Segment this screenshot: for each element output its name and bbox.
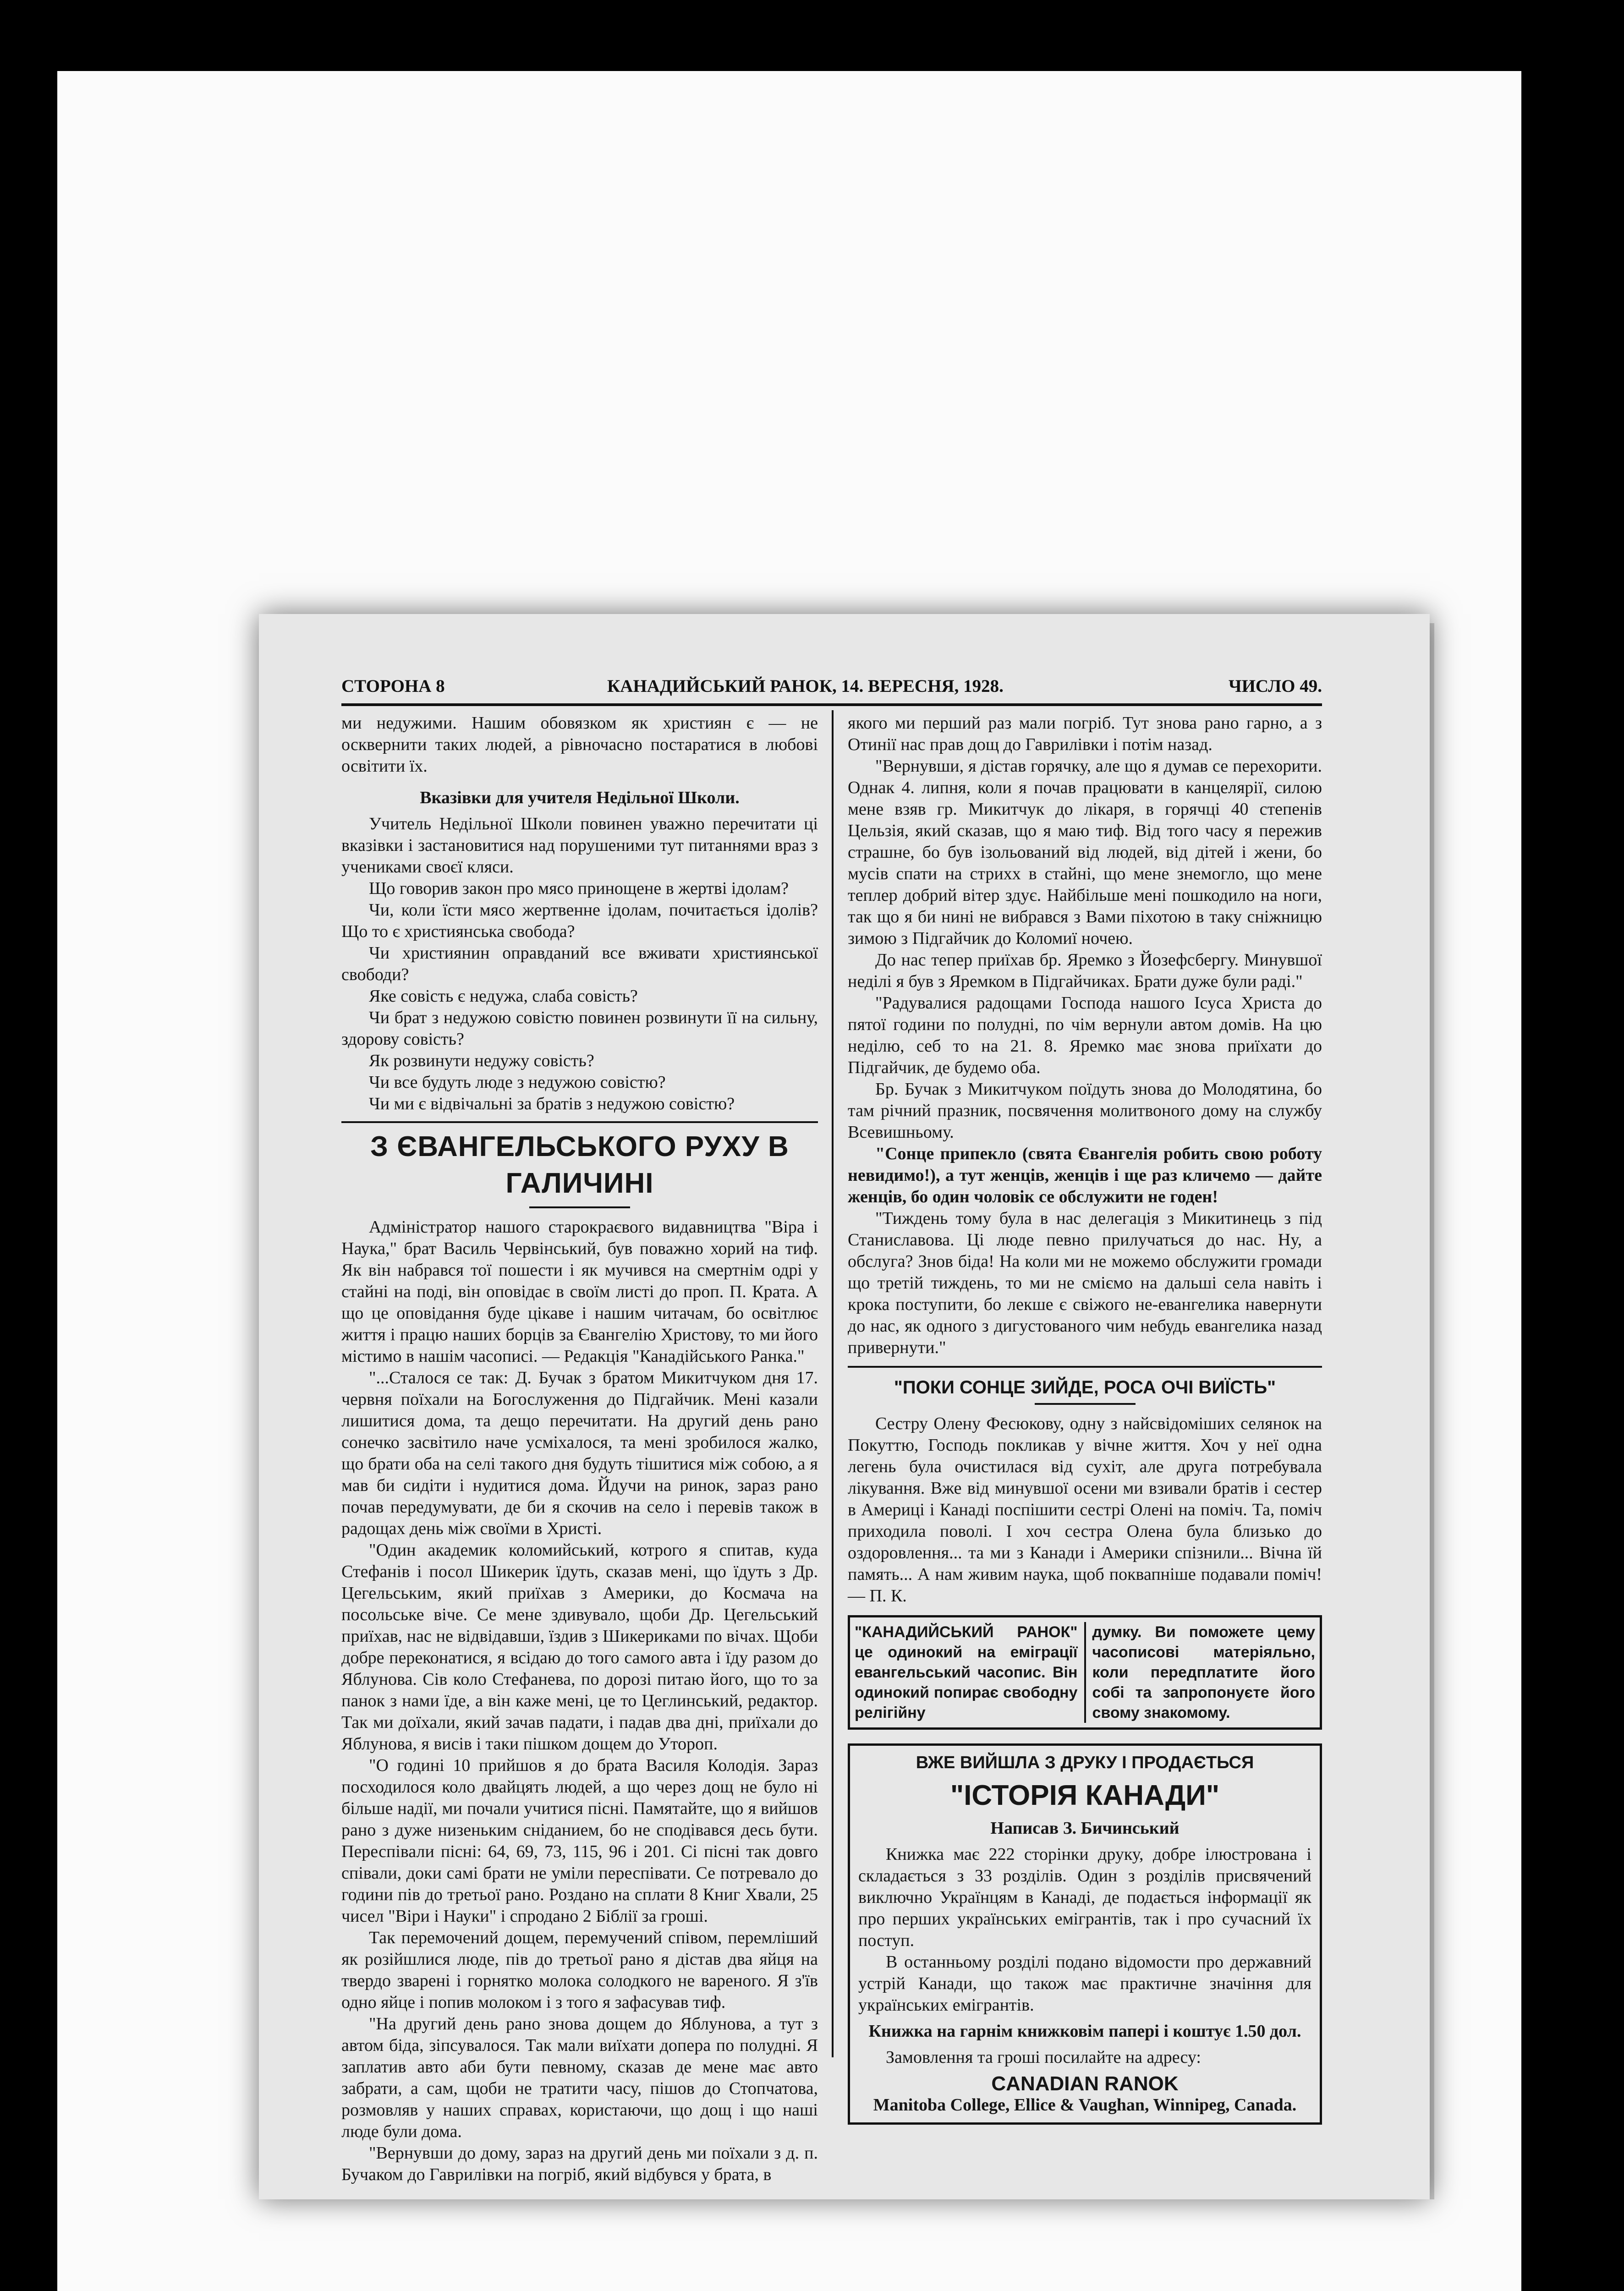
ad-address-name: CANADIAN RANOK — [991, 2072, 1179, 2095]
ad-top-line: ВЖЕ ВИЙШЛА З ДРУКУ І ПРОДАЄТЬСЯ — [916, 1753, 1254, 1772]
article-continuation: якого ми перший раз мали погріб. Тут знова рано гарно, а з Отинії нас прав дощ до Гаврилівки і потім назад. — [848, 713, 1322, 754]
article-paragraph: "Тиждень тому була в нас делегація з Микитинець з під Станиславова. Ці люде певно прилучаться до нас. Ну, а обслуга? Знов біда! На коли ми не можемо обслужити громади що третій тиждень, то ми не сміємо на дальші села навіть і крока поступити, бо лекше є свіжого не-евангелика навернути до нас, як одного з дигустованого чим небудь евангелика назад привернути." — [848, 1209, 1322, 1357]
article-paragraph: "О годині 10 прийшов я до брата Василя Колодія. Зараз посходилося коло двайцять людей, а що через дощ не було ні більше надії, ми почали учитися пісні. Памятайте, що я вийшов рано з дуже низеньким сніданием, бо не сподівався десь бути. Переспівали пісні: 64, 69, 73, 115, 96 і 201. Сі пісні так довго співали, доки самі брати не уміли переспівати. Се потревало до години пів до третьої рано. Роздано на сплати 8 Книг Хвали, 25 чисел "Віри і Науки" і спродано 2 Біблії за гроші. — [341, 1756, 818, 1926]
question-item: Чи ми є відвічальні за братів з недужою совістю? — [369, 1094, 735, 1113]
newspaper-page — [259, 614, 1430, 2199]
article-paragraph: Адміністратор нашого старокраєвого видавництва "Віра і Наука," брат Василь Червінський, був поважно хорий на тиф. Як він набрався тої пошести і як мучився на смертнім одрі у стайні на поді, він оповідає в своїм листі до проп. П. Крата. А що це оповідання буде цікаве і нашим читачам, бо освітлює життя і працю наших борців за Євангелію Христову, то ми його містимо в нашім часописі. — Редакція "Канадійського Ранка." — [341, 1217, 818, 1366]
article-paragraph: Так перемочений дощем, перемучений співом, перемліший як розійшлися люде, пів до третьої рано я дістав два яйця на твердо зварені і горнятко молока солодкого не вареного. Я з'їв одно яйце і попив молоком і з того я зафасував тиф. — [341, 1928, 818, 2012]
obituary-paragraph: Сестру Олену Фесюкову, одну з найсвідоміших селянок на Покуттю, Господь покликав у вічне життя. Хоч у неї одна легень була очистилася від сухіт, але друга потребувала лікування. Вже від минувшої осени ми взивали братів і сестер в Америці і Канаді поспішити сестрі Олені на поміч. Та, поміч приходила поволі. І хоч сестра Олена була близько до оздоровлення... та ми з Канади і Америки спізнили... Вічна їй память... А нам живим наука, щоб поквапніше подавали поміч! — П. К. — [848, 1414, 1322, 1606]
question-item: Чи християнин оправданий все вживати християнської свободи? — [341, 943, 818, 984]
article-paragraph: "Вернувши до дому, зараз на другий день ми поїхали з д. п. Бучаком до Гаврилівки на погріб, який відбувся у брата, в — [341, 2143, 818, 2184]
left-column — [341, 713, 818, 2186]
ad-title: "ІСТОРІЯ КАНАДИ" — [950, 1780, 1220, 1811]
promo-right: думку. Ви поможете цему часописові матеріяльно, коли передплатите його собі та запропонуєте його свому знакомому. — [1092, 1623, 1315, 1721]
promo-left: "КАНАДИЙСЬКИЙ РАНОК" це одинокий на еміграції евангельський часопис. Він одинокий попирає свободну релігійну — [855, 1622, 1086, 1723]
article-paragraph: "Радувалися радощами Господа нашого Ісуса Христа до пятої години по полудні, по чім вернули автом домів. На цю неділю, себ то на 21. 8. Яремко має знова приїхати до Підгайчик, де будемо оба. — [848, 993, 1322, 1077]
title-rule — [529, 1206, 630, 1208]
question-item: Чи все будуть люде з недужою совістю? — [369, 1073, 666, 1092]
issue-number: ЧИСЛО 49. — [1228, 676, 1322, 696]
ad-author: Написав З. Бичинський — [990, 1819, 1180, 1838]
ad-price: Книжка на гарнім книжковім папері і коштує 1.50 дол. — [868, 2022, 1301, 2041]
section-paragraph: Учитель Недільної Школи повинен уважно перечитати ці вказівки і застановитися над порушеними тут питаннями враз з учениками своєї кляси. — [341, 814, 818, 877]
article-paragraph: "Один академик коломийський, котрого я спитав, куда Стефанів і посол Шикерик їдуть, сказав мені, що їдуть з Др. Цегельським, який приїхав з Америки, до Космача на посольське віче. Се мене здивувало, щоби Др. Цегельський приїхав, нас не відвідавши, їздив з Шикериками по вічах. Щоби добре переконатися, я всідаю до того самого авта і їду разом до Яблунова. Сів коло Стефанева, по дорозі питаю його, що то за панок з нами їде, а він каже мені, це то Цеглинський, редактор. Так ми доїхали, який зачав падати, і падав два дні, приїхали до Яблунова, я висів і таки пішком дощем до Утороп. — [341, 1540, 818, 1754]
ad-address-line: Manitoba College, Ellice & Vaughan, Winnipeg, Canada. — [873, 2095, 1297, 2115]
article-paragraph: Бр. Бучак з Микитчуком поїдуть знова до Молодятина, бо там річний празник, посвячення молитвоного дому на службу Всевишньому. — [848, 1080, 1322, 1142]
right-column — [848, 713, 1322, 2125]
poem-title: "ПОКИ СОНЦЕ ЗИЙДЕ, РОСА ОЧІ ВИЇСТЬ" — [894, 1377, 1276, 1398]
article-paragraph: "Вернувши, я дістав горячку, але що я думав се перехорити. Однак 4. липня, коли я почав працювати в канцелярії, силою мене взяв гр. Микитчук до лікаря, в горячці 40 степенів Цельзія, який сказав, що я маю тиф. Від того часу я пережив страшне, бо був ізольований від людей, від дітей і жени, бо мусів спати на стрихх в стайні, що мене знемогло, що мене теплер добрий вітер здує. Найбільше мені пошкодило на ноги, так що я би нині не вибрався з Вами піхотою в таку сніжницю зимою з Підгайчик до Коломиї ночею. — [848, 756, 1322, 948]
question-item: Чи брат з недужою совістю повинен розвинути її на сильну, здорову совість? — [341, 1008, 818, 1049]
ad-paragraph: Замовлення та гроші посилайте на адресу: — [886, 2048, 1201, 2067]
article-title: З ЄВАНГЕЛЬСЬКОГО РУХУ В ГАЛИЧИНІ — [370, 1131, 789, 1199]
article-paragraph: До нас тепер приїхав бр. Яремко з Йозефсбергу. Минувшої неділі я був з Яремком в Підгайчиках. Брати дуже були раді." — [848, 950, 1322, 991]
ad-paragraph: Книжка має 222 сторінки друку, добре ілюстрована і складається з 33 розділів. Один з розділів присвячений виключно Українцям в Канаді, де подається інформації як про перших українських емігрантів, так і про сучасний їх поступ. — [858, 1845, 1311, 1950]
page-header — [341, 676, 1322, 703]
book-advertisement — [848, 1743, 1322, 2125]
promo-box — [848, 1615, 1322, 1730]
article-paragraph: "На другий день рано знова дощем до Яблунова, а тут з автом біда, зіпсувалося. Так мали виїхати допера по полудні. Я заплатив авто аби бути певному, сказав де мене має авто забрати, а сам, щоби не тратити часу, пішов до Стопчатова, розмовляв у наших справах, користаючи, що дощ і що наші люде були дома. — [341, 2014, 818, 2141]
column-separator — [832, 710, 834, 2057]
question-item: Яке совість є недужа, слаба совість? — [369, 987, 638, 1006]
header-rule — [341, 703, 1322, 706]
column-divider — [341, 1121, 818, 1123]
section-heading: Вказівки для учителя Недільної Школи. — [420, 788, 740, 807]
question-item: Чи, коли їсти мясо жертвенне ідолам, почитається ідолів? Що то є християнська свобода? — [341, 900, 818, 941]
column-divider — [848, 1366, 1322, 1368]
page-number: СТОРОНА 8 — [341, 676, 445, 696]
ad-paragraph: В останньому розділі подано відомости про державний устрій Канади, що також має практичне значіння для українських емігрантів. — [858, 1952, 1311, 2015]
title-rule — [1035, 1403, 1136, 1405]
masthead-date: КАНАДИЙСЬКИЙ РАНОК, 14. ВЕРЕСНЯ, 1928. — [607, 676, 1004, 696]
article-paragraph-bold: "Сонце припекло (свята Євангелія робить свою роботу невидимо!), а тут женців, женців і ще раз кличемо — дайте женців, бо один чоловік се обслужити не годен! — [848, 1144, 1322, 1206]
intro-paragraph: ми недужими. Нашим обовязком як християн є — не осквернити таких людей, а рівночасно постаратися в любові освітити їх. — [341, 713, 818, 776]
article-paragraph: "...Сталося се так: Д. Бучак з братом Микитчуком дня 17. червня поїхали на Богослуження до Підгайчик. Мені казали лишитися дома, та дещо перечитати. На другий день рано сонечко засвітило наче усміхалося, та мені зробилося жалко, що брати оба на селі такого дня будуть тішитися між собою, а я мав би сидіти і нудитися дома. Йдучи на ринок, зараз рано почав передумувати, де би я скочив на село і перевів також в радощах день між своїми в Христі. — [341, 1368, 818, 1538]
question-item: Що говорив закон про мясо принощене в жертві ідолам? — [369, 879, 789, 898]
question-item: Як розвинути недужу совість? — [369, 1051, 594, 1070]
